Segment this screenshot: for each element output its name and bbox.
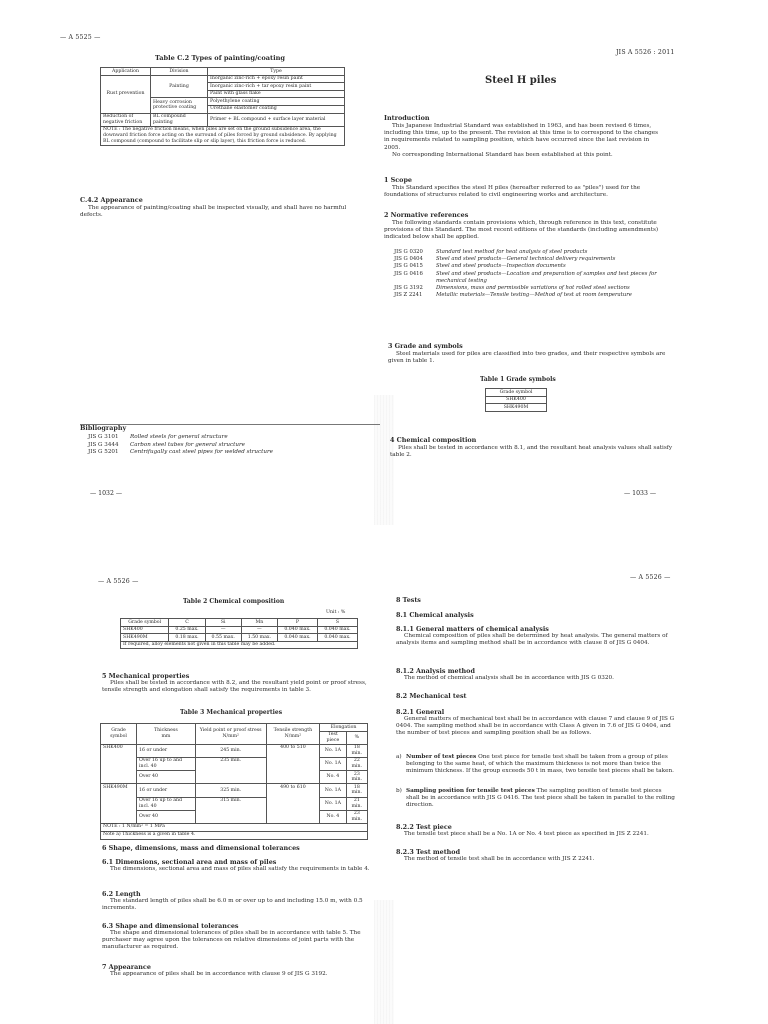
section-6-3-heading: 6.3 Shape and dimensional tolerances [102, 922, 239, 930]
section-3-text: Steel materials used for piles are classified into two grades, and their respective symbols are given in table 1. [388, 351, 666, 365]
t3-note-1: NOTE : 1 N/mm² = 1 MPa [101, 823, 368, 831]
page-a5526-right [384, 512, 768, 1024]
t1-row: SHK490M [486, 404, 547, 412]
cell-type-6: Primer + BL compound + surface layer material [208, 113, 345, 126]
table-row: SHK400 16 or under 245 min. 400 to 510 No. 1A 18 min. [101, 744, 368, 757]
cell-type-5: Urethane elastomer coating [208, 105, 345, 113]
table-row: SHK490M 16 or under 325 min. 490 to 610 No. 1A 18 min. [101, 784, 368, 797]
section-c42: C.4.2 Appearance [80, 196, 143, 204]
section-4-text: Piles shall be tested in accordance with 8.1, and the resultant heat analysis values shall satisfy table 2. [390, 445, 673, 459]
table-row: SHK490M 0.18 max. 0.55 max. 1.50 max. 0.040 max. 0.040 max. [121, 634, 358, 642]
page-a5526-left [0, 512, 384, 1024]
chemical-composition-table [120, 618, 358, 649]
section-6-2-heading: 6.2 Length [102, 890, 141, 898]
biblio-item: JIS G 3101 Rolled steels for general structure [88, 434, 228, 440]
table-2-unit: Unit : % [326, 610, 346, 615]
ref-item: JIS Z 2241 Metallic materials—Tensile testing—Method of test at room temperature [394, 292, 632, 299]
section-5-text: Piles shall be tested in accordance with 8.2, and the resultant yield point or proof stress, tensile strength and elongation shall satisfy the requirements in table 3. [102, 680, 367, 694]
table-3-caption: Table 3 Mechanical properties [180, 709, 283, 716]
ref-item: JIS G 3192 Dimensions, mass and permissible variations of hot rolled steel sections [394, 285, 630, 292]
page-number: — 1032 — [90, 490, 123, 497]
t2-col: Grade symbol [121, 619, 169, 627]
bibliography-list [88, 434, 378, 457]
cell-type-3: Paint with glass flake [208, 90, 345, 98]
t1-row: SHK400 [486, 396, 547, 404]
biblio-item: JIS G 3444 Carbon steel tubes for general structure [88, 441, 245, 448]
section-1-text: This Standard specifies the steel H piles (hereafter referred to as "piles") used for the foundations of structures related to civil engineering works and architecture. [384, 185, 641, 199]
normative-refs [394, 249, 669, 299]
section-7-text: The appearance of piles shall be in accordance with clause 9 of JIS G 3192. [110, 971, 328, 977]
page-number: — 1033 — [624, 490, 657, 497]
t3-h-thickness: Thickness mm [137, 724, 196, 745]
t3-h-tensile: Tensile strength N/mm² [266, 724, 320, 745]
t2-note: If required, alloy elements not given in this table may be added. [121, 641, 358, 649]
t3-note-2: Note a) Thickness is a given in table 4. [101, 831, 368, 839]
biblio-item: JIS G 5201 Centrifugally cast steel pipes for welded structure [88, 449, 273, 456]
ref-item: JIS G 0320 Standard test method for heat analysis of steel products [394, 249, 588, 255]
table-note: NOTE : The negative friction means, when piles are set on the ground subsidence area, the downward friction force acting on the surround of piles forced by ground subsidence. By applying BL compound (compound to facilitate slip or slip layer), this friction force is reduced. [101, 126, 345, 145]
t2-col: P [277, 619, 317, 627]
list-item: a) Number of test pieces One test piece for tensile test shall be taken from a group of piles belonging to the same heat, of which the maximum thickness is not more than twice the minimum thickness. If the group exceeds 50 t in mass, two tensile test pieces shall be taken. [396, 754, 674, 775]
section-8-2-1-heading: 8.2.1 General [396, 708, 445, 716]
cell-reduction: Reduction of negative friction [101, 113, 151, 126]
section-c42-text: The appearance of painting/coating shall be inspected visually, and shall have no harmful defects. [80, 205, 347, 219]
cell-rust-prevention: Rust prevention [101, 75, 151, 113]
section-8-1-heading: 8.1 Chemical analysis [396, 611, 474, 619]
section-8-2-3-text: The method of tensile test shall be in accordance with JIS Z 2241. [404, 856, 595, 862]
cell-type-1: Inorganic zinc-rich + epoxy resin paint [208, 75, 345, 83]
section-2-text: The following standards contain provisions which, through reference in this text, constitute provisions of this Standard. The most recent editions of the standards (including amendments) indicated below shall be applied. [384, 220, 659, 241]
section-3-heading: 3 Grade and symbols [388, 342, 463, 350]
section-7-heading: 7 Appearance [102, 963, 151, 971]
page-1033 [384, 0, 768, 512]
cell-painting: Painting [151, 75, 208, 98]
section-6-1-text: The dimensions, sectional area and mass of piles shall satisfy the requirements in table 4. [110, 866, 370, 872]
section-4-heading: 4 Chemical composition [390, 436, 477, 444]
table-1-caption: Table 1 Grade symbols [480, 376, 556, 383]
cell-type-2: Inorganic zinc-rich + tar epoxy resin paint [208, 83, 345, 91]
t2-col: Mn [241, 619, 277, 627]
painting-table [100, 67, 345, 146]
t3-h-elongation: Elongation [320, 724, 368, 732]
table-row: SHK400 0.25 max. — — 0.040 max. 0.040 max. [121, 626, 358, 634]
section-8-2-3-heading: 8.2.3 Test method [396, 848, 461, 856]
cell-type-4: Polyethylene coating [208, 98, 345, 106]
col-division: Division [151, 68, 208, 76]
section-6-2-text: The standard length of piles shall be 6.0 m or over up to and including 15.0 m, with 0.5 increments. [102, 898, 363, 912]
section-8-2-2-heading: 8.2.2 Test piece [396, 823, 452, 831]
section-8-1-2-heading: 8.1.2 Analysis method [396, 667, 475, 675]
table-2-caption: Table 2 Chemical composition [183, 598, 285, 605]
t3-h-yield: Yield point or proof stress N/mm² [195, 724, 266, 745]
intro-text: This Japanese Industrial Standard was established in 1963, and has been revised 6 times, including this time, up to the present. The revision at this time is to correspond to the changes in requirements related to sampling position, which have occurred since the last revision in 2005. [384, 123, 659, 151]
section-8-2-heading: 8.2 Mechanical test [396, 692, 467, 700]
t3-h-piece: Test piece [320, 731, 347, 744]
ref-item: JIS G 0404 Steel and steel products—General technical delivery requirements [394, 256, 616, 263]
section-6-3-text: The shape and dimensional tolerances of piles shall be in accordance with table 5. The purchaser may agree upon the tolerances on relative dimensions of joint parts with the manufacturer as required. [102, 930, 361, 951]
t1-head: Grade symbol [486, 389, 547, 397]
grade-symbols-table [485, 388, 547, 412]
section-8-1-2-text: The method of chemical analysis shall be in accordance with JIS G 0320. [404, 675, 614, 681]
cell-heavy-coating: Heavy corrosion protective coating [151, 98, 208, 113]
ref-item: JIS G 0415 Steel and steel products—Inspection documents [394, 263, 566, 270]
page-header: JIS A 5526 : 2011 [616, 49, 675, 56]
page-header: — A 5525 — [60, 34, 101, 41]
intro-text-2: No corresponding International Standard has been established at this point. [392, 151, 613, 158]
page-1032 [0, 0, 384, 512]
t2-col: S [317, 619, 357, 627]
t2-col: C [169, 619, 205, 627]
page-header: — A 5526 — [98, 578, 139, 585]
table-row: Over 40 No. 4 23 min. [101, 771, 368, 784]
section-8-2-2-text: The tensile test piece shall be a No. 1A or No. 4 test piece as specified in JIS Z 2241. [404, 831, 649, 837]
mechanical-properties-table [100, 723, 368, 840]
col-application: Application [101, 68, 151, 76]
section-6-1-heading: 6.1 Dimensions, sectional area and mass of piles [102, 858, 277, 866]
intro-heading: Introduction [384, 114, 430, 122]
section-8-heading: 8 Tests [396, 596, 421, 604]
page-header: — A 5526 — [630, 574, 671, 581]
t3-h-pct: % [346, 731, 367, 744]
document-title: Steel H piles [485, 75, 557, 86]
ref-item: JIS G 0416 Steel and steel products—Location and preparation of samples and test pieces for mechanical testing [394, 270, 657, 284]
section-8-1-1-heading: 8.1.1 General matters of chemical analysis [396, 625, 549, 633]
table-row: Over 40 No. 4 23 min. [101, 810, 368, 823]
table-row: Over 16 up to and incl. 40 315 min. No. 1A 21 min. [101, 797, 368, 810]
t2-col: Si [205, 619, 241, 627]
section-5-heading: 5 Mechanical properties [102, 672, 190, 680]
table-row: Over 16 up to and incl. 40 235 min. No. 1A 22 min. [101, 757, 368, 770]
t3-h-grade: Grade symbol [101, 724, 137, 745]
section-1-heading: 1 Scope [384, 176, 412, 184]
list-item: b) Sampling position for tensile test pieces The sampling position of tensile test pieces shall be in accordance with JIS G 0416. The test piece shall be taken in parallel to the rolling direction. [396, 788, 675, 809]
table-caption: Table C.2 Types of painting/coating [155, 54, 286, 62]
section-8-1-1-text: Chemical composition of piles shall be determined by heat analysis. The general matters of analysis items and sampling method shall be in accordance with clause 8 of JIS G 0404. [396, 633, 668, 647]
cell-bl: BL compound painting [151, 113, 208, 126]
bibliography-heading: Bibliography [80, 424, 127, 432]
section-2-heading: 2 Normative references [384, 211, 469, 219]
col-type: Type [208, 68, 345, 76]
section-6-heading: 6 Shape, dimensions, mass and dimensional tolerances [102, 844, 300, 852]
section-8-2-1-text: General matters of mechanical test shall be in accordance with clause 7 and clause 9 of JIS G 0404. The sampling method shall be in accordance with Class A given in 7.6 of JIS G 0404, and the number of test pieces and sampling position shall be as follows. [396, 716, 675, 737]
